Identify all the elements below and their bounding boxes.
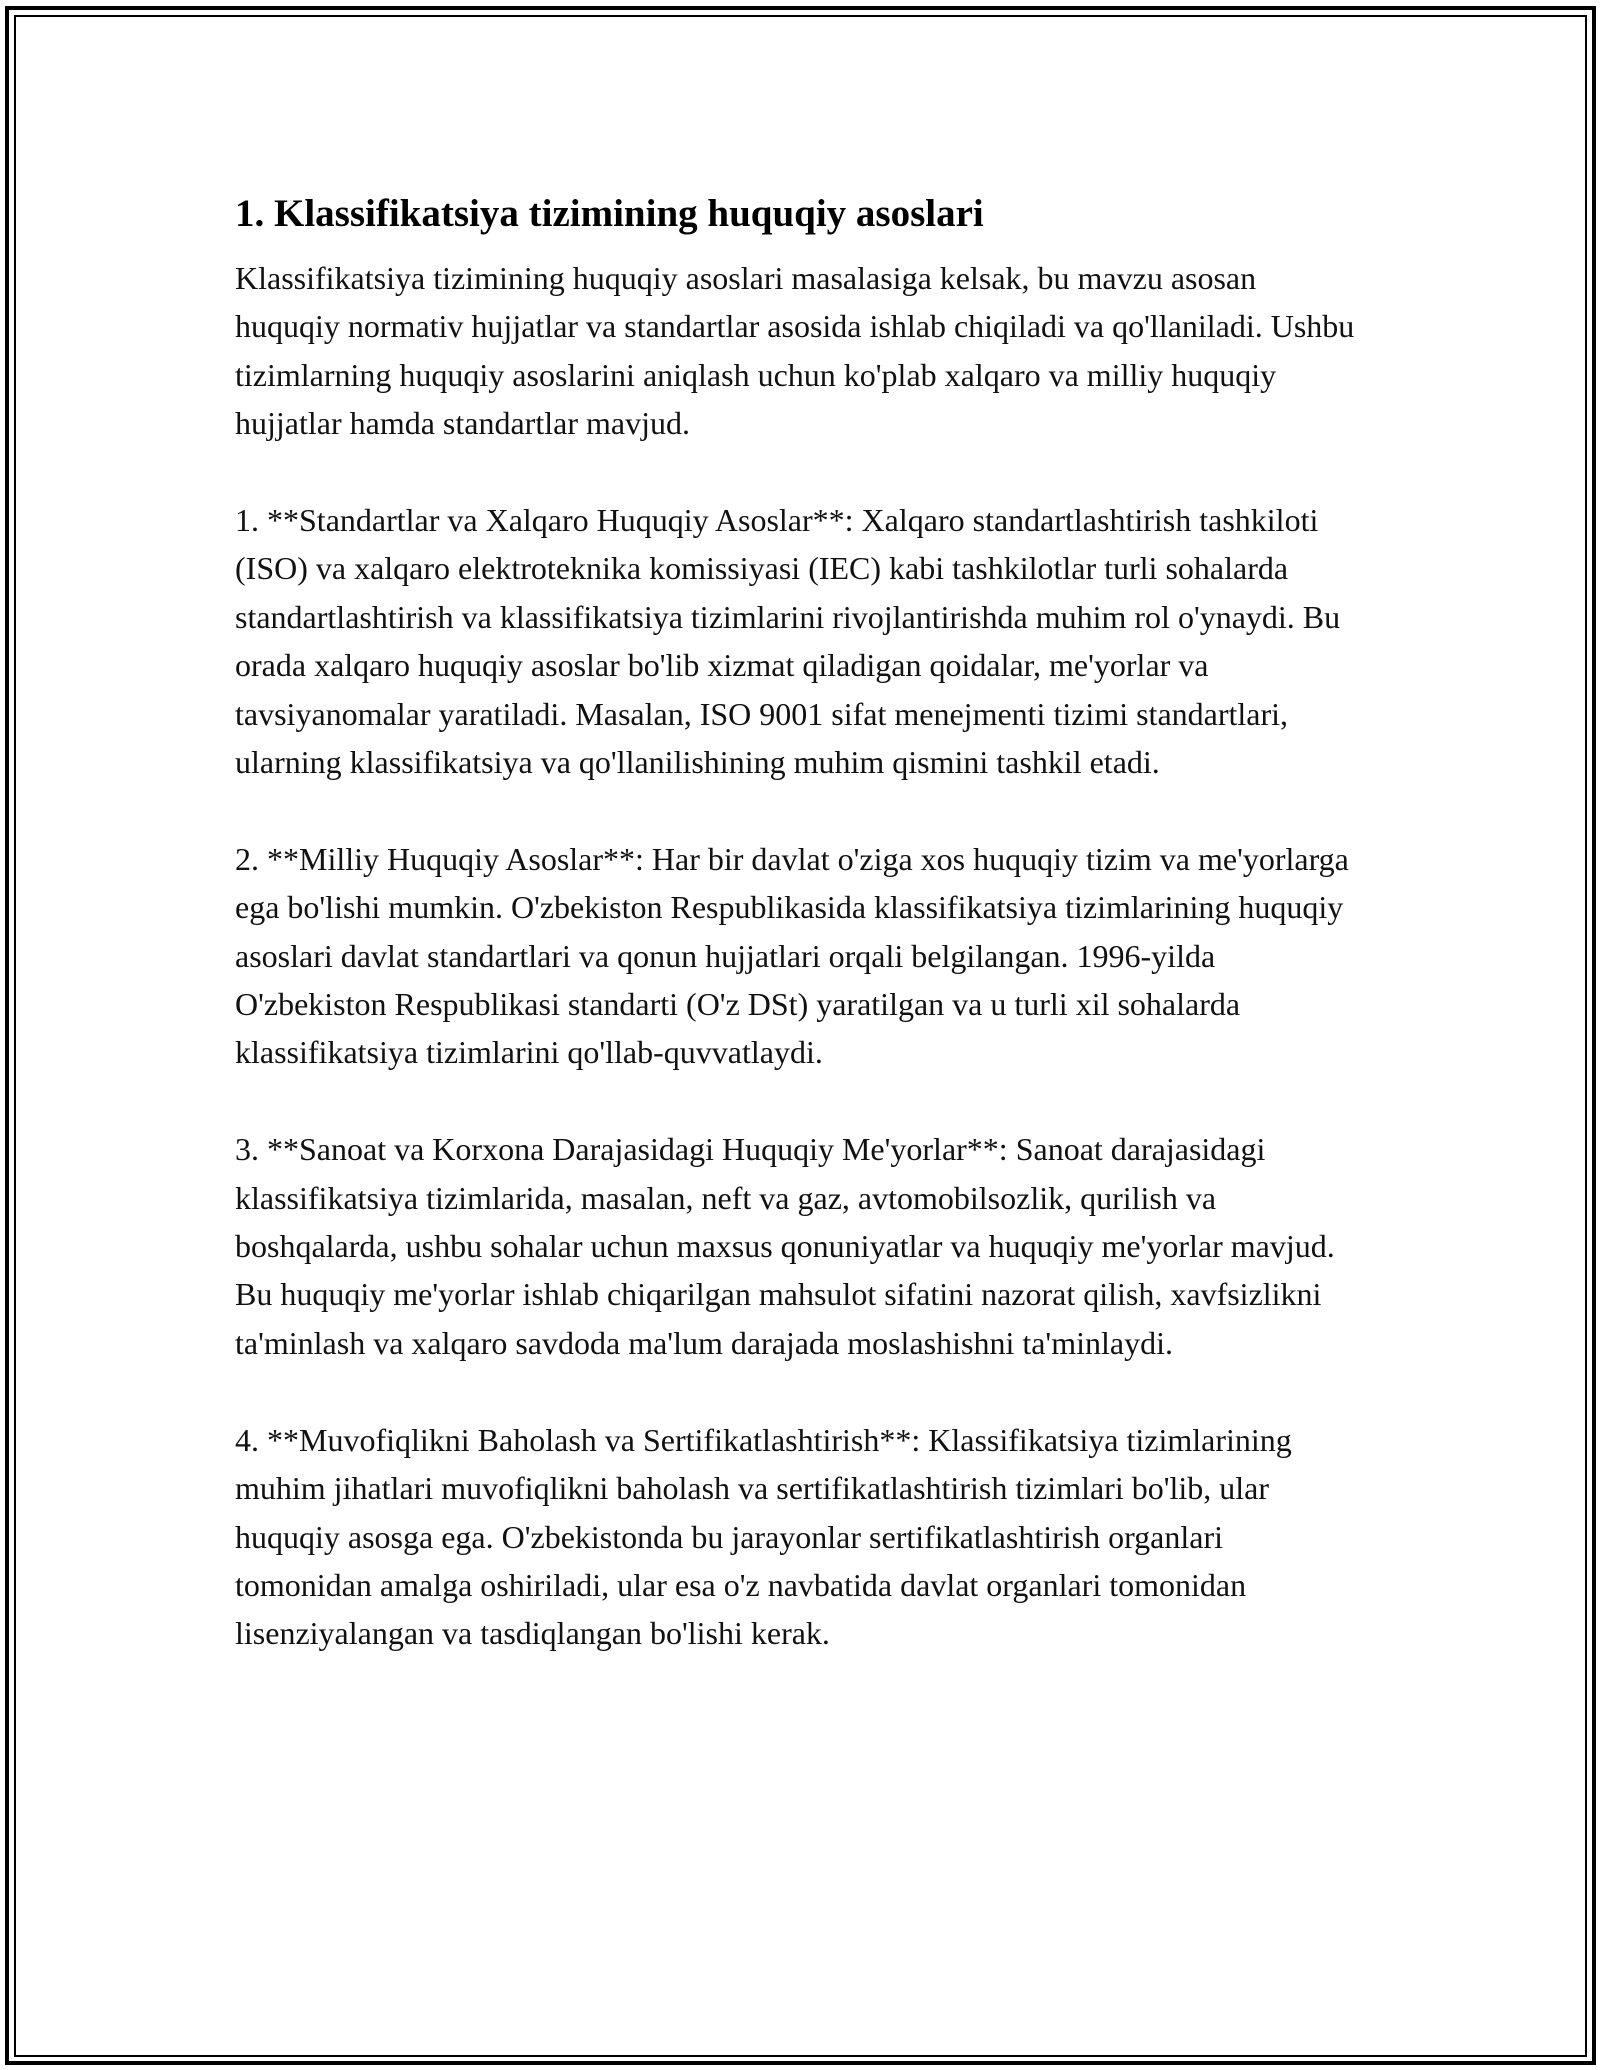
paragraph-industry: 3. **Sanoat va Korxona Darajasidagi Huquqiy Me'yorlar**: Sanoat darajasidagi klassifikatsiya tizimlarida, masalan, neft va gaz, avtomobilsozlik, qurilish va boshqalarda, ushbu sohalar uchun maxsus qonuniyatlar va huquqiy me'yorlar mavjud. Bu huquqiy me'yorlar ishlab chiqarilgan mahsulot sifatini nazorat qilish, xavfsizlikni ta'minlash va xalqaro savdoda ma'lum darajada moslashishni ta'minlaydi. [235, 1131, 1335, 1361]
intro-paragraph: Klassifikatsiya tizimining huquqiy asoslari masalasiga kelsak, bu mavzu asosan huquqiy normativ hujjatlar va standartlar asosida ishlab chiqiladi va qo'llaniladi. Ushbu tizimlarning huquqiy asoslarini aniqlash uchun ko'plab xalqaro va milliy huquqiy hujjatlar hamda standartlar mavjud. [235, 260, 1355, 442]
paragraph-standards: 1. **Standartlar va Xalqaro Huquqiy Asoslar**: Xalqaro standartlashtirish tashkiloti (ISO) va xalqaro elektroteknika komissiyasi (IEC) kabi tashkilotlar turli sohalarda standartlashtirish va klassifikatsiya tizimlarini rivojlantirishda muhim rol o'ynaydi. Bu orada xalqaro huquqiy asoslar bo'lib xizmat qiladigan qoidalar, me'yorlar va tavsiyanomalar yaratiladi. Masalan, ISO 9001 sifat menejmenti tizimi standartlari, ularning klassifikatsiya va qo'llanilishining muhim qismini tashkil etadi. [235, 502, 1341, 781]
document-body [235, 188, 1365, 1706]
paragraph-national: 2. **Milliy Huquqiy Asoslar**: Har bir davlat o'ziga xos huquqiy tizim va me'yorlarga ega bo'lishi mumkin. O'zbekiston Respublikasida klassifikatsiya tizimlarining huquqiy asoslari davlat standartlari va qonun hujjatlari orqali belgilangan. 1996-yilda O'zbekiston Respublikasi standarti (O'z DSt) yaratilgan va u turli xil sohalarda klassifikatsiya tizimlarini qo'llab-quvvatlaydi. [235, 840, 1349, 1071]
paragraph-conformity: 4. **Muvofiqlikni Baholash va Sertifikatlashtirish**: Klassifikatsiya tizimlarining muhim jihatlari muvofiqlikni baholash va sertifikatlashtirish tizimlari bo'lib, ular huquqiy asosga ega. O'zbekistonda bu jarayonlar sertifikatlashtirish organlari tomonidan amalga oshiriladi, ular esa o'z navbatida davlat organlari tomonidan lisenziyalangan va tasdiqlangan bo'lishi kerak. [235, 1421, 1292, 1652]
section-heading: 1. Klassifikatsiya tizimining huquqiy asoslari [235, 192, 984, 235]
